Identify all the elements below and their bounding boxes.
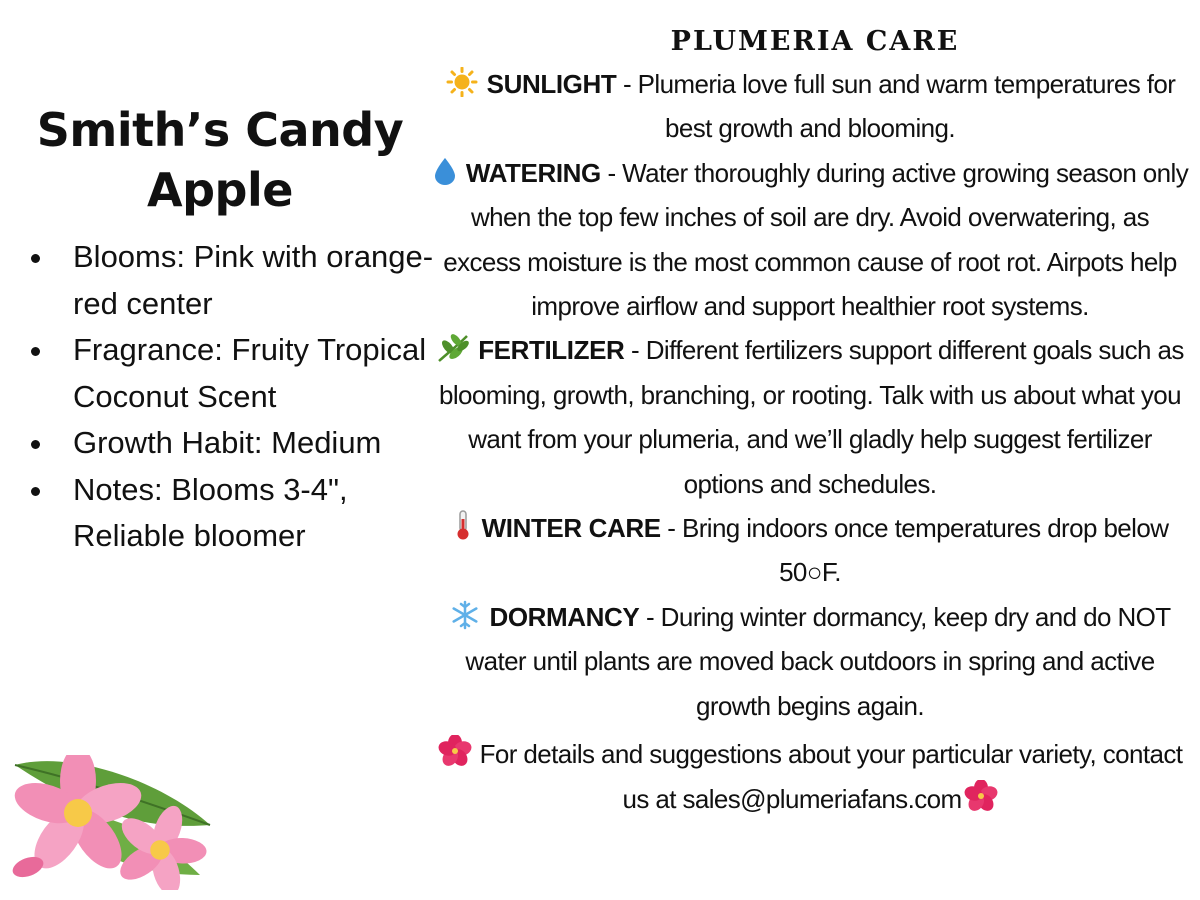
contact-line [430, 732, 1190, 821]
section-label: SUNLIGHT [486, 69, 617, 99]
care-heading: PLUMERIA CARE [670, 26, 960, 57]
care-panel [430, 22, 1190, 821]
sun-icon [445, 67, 479, 97]
plant-title: Smith’s Candy Apple [36, 103, 404, 217]
plumeria-flower-image [10, 755, 220, 890]
section-text: - During winter dormancy, keep dry and do NOT water until plants are moved back outdoors in spring and active growth begins again. [465, 601, 1171, 721]
contact-text: For details and suggestions about your particular variety, contact us at sales@plumeriafans.com [479, 739, 1183, 814]
section-text: - Plumeria love full sun and warm temperatures for best growth and blooming. [622, 69, 1176, 144]
variety-panel [0, 0, 434, 900]
trait-fragrance: Fragrance: Fruity Tropical Coconut Scent [28, 327, 438, 420]
care-section-watering [430, 151, 1190, 329]
section-text: - Water thoroughly during active growing season only when the top few inches of soil are dry. Avoid overwatering, as excess moisture is the most common cause of root rot. Airpots help improve airflow and support healthier root systems. [443, 157, 1189, 322]
section-text: - Different fertilizers support different goals such as blooming, growth, branching, or rooting. Talk with us about what you want from your plumeria, and we’ll gladly help suggest fertilizer options and schedules. [438, 335, 1184, 499]
trait-notes: Notes: Blooms 3-4", Reliable bloomer [28, 467, 438, 560]
section-label: DORMANCY [489, 601, 640, 632]
thermometer-icon [452, 509, 474, 541]
section-label: WINTER CARE [481, 513, 661, 544]
snowflake-icon [449, 600, 481, 630]
trait-growth-habit: Growth Habit: Medium [28, 420, 438, 467]
trait-list [28, 234, 438, 560]
section-text: - Bring indoors once temperatures drop below 50○F. [667, 513, 1169, 588]
care-section-sunlight [430, 62, 1190, 151]
water-drop-icon [432, 156, 458, 186]
hibiscus-icon [964, 780, 998, 812]
hibiscus-icon [438, 735, 472, 767]
care-section-dormancy [430, 595, 1190, 728]
section-label: WATERING [465, 157, 601, 188]
care-section-winter-care [430, 506, 1190, 595]
trait-blooms: Blooms: Pink with orange-red center [28, 234, 438, 327]
section-label: FERTILIZER [478, 335, 625, 366]
herb-icon [436, 333, 470, 363]
care-section-fertilizer [430, 328, 1190, 506]
